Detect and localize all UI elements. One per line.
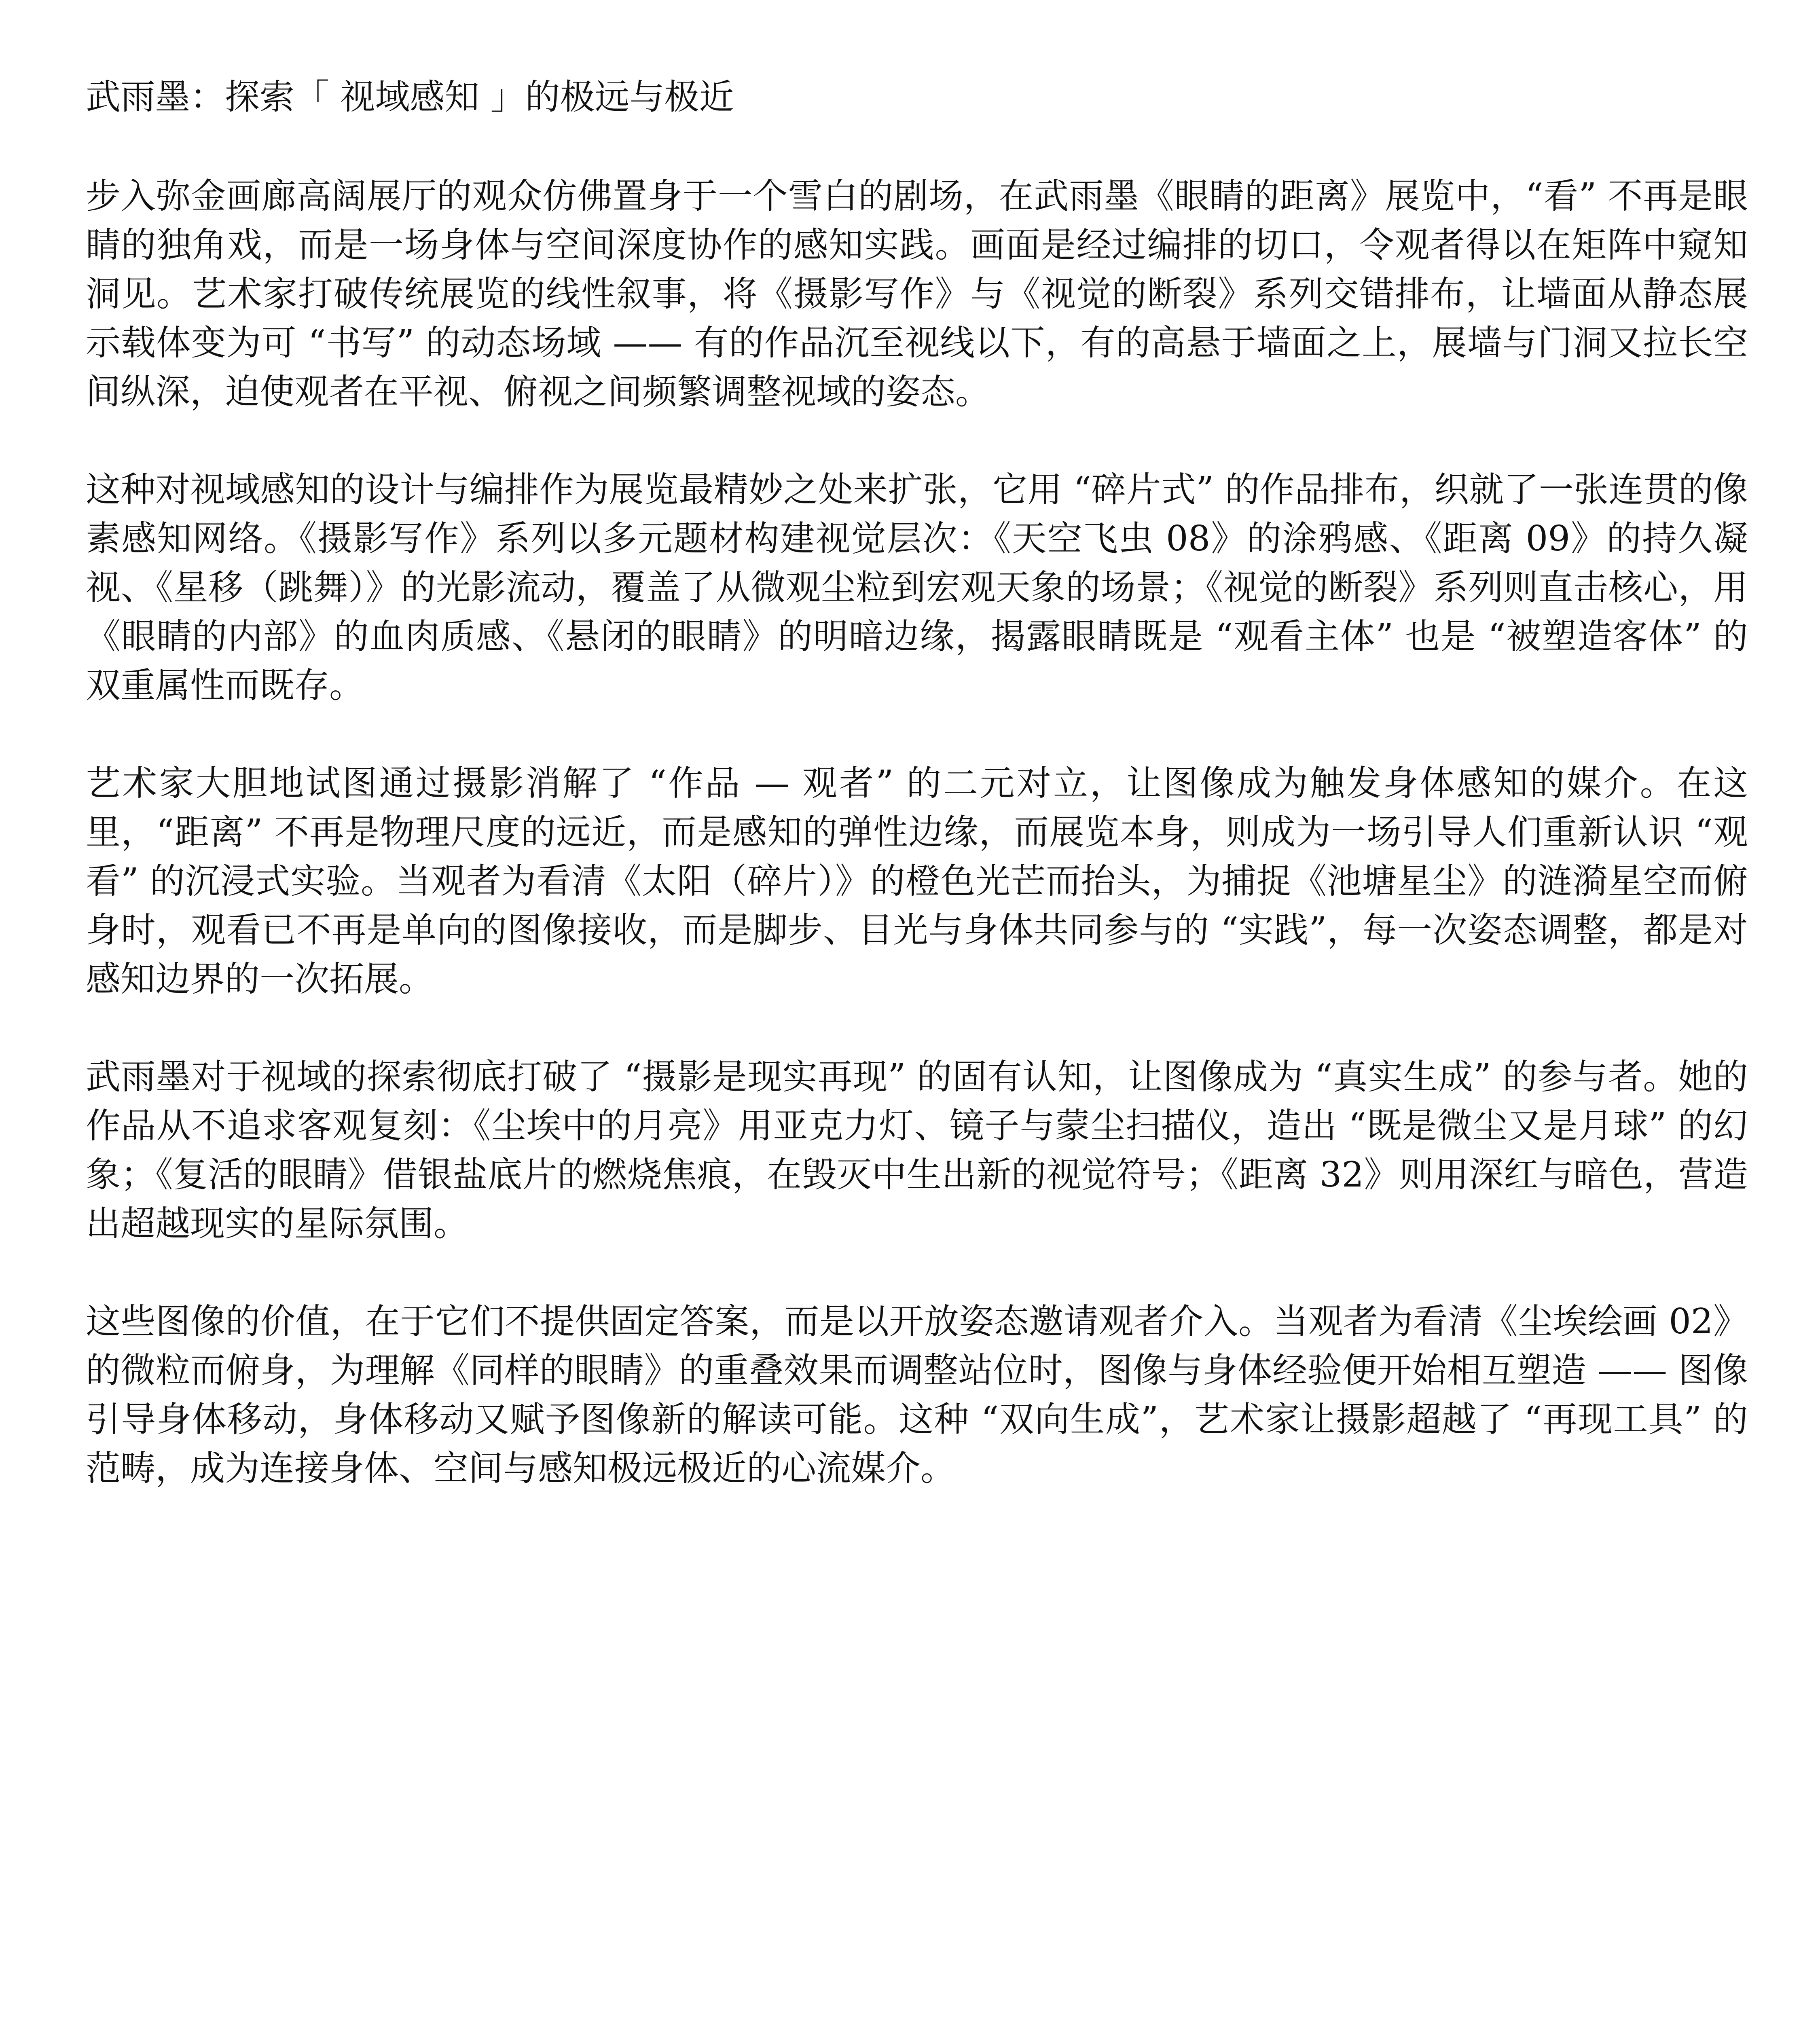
document-page xyxy=(86,73,1748,1493)
document-title: 武雨墨：探索「 视域感知 」的极远与极近 xyxy=(86,77,734,117)
paragraph-5: 这些图像的价值，在于它们不提供固定答案，而是以开放姿态邀请观者介入。当观者为看清《尘埃绘画 02》的微粒而俯身，为理解《同样的眼睛》的重叠效果而调整站位时，图像与身体经验便开始相互塑造 —— 图像引导身体移动，身体移动又赋予图像新的解读可能。这种 “双向生成”，艺术家让摄影超越了 “再现工具” 的范畴，成为连接身体、空间与感知极远极近的心流媒介。 xyxy=(86,1301,1748,1489)
paragraph-1: 步入弥金画廊高阔展厅的观众仿佛置身于一个雪白的剧场，在武雨墨《眼睛的距离》展览中，“看” 不再是眼睛的独角戏，而是一场身体与空间深度协作的感知实践。画面是经过编排的切口，令观者得以在矩阵中窥知洞见。艺术家打破传统展览的线性叙事，将《摄影写作》与《视觉的断裂》系列交错排布，让墙面从静态展示载体变为可 “书写” 的动态场域 —— 有的作品沉至视线以下，有的高悬于墙面之上，展墙与门洞又拉长空间纵深，迫使观者在平视、俯视之间频繁调整视域的姿态。 xyxy=(86,176,1748,412)
paragraph-3: 艺术家大胆地试图通过摄影消解了 “作品 — 观者” 的二元对立，让图像成为触发身体感知的媒介。在这里，“距离” 不再是物理尺度的远近，而是感知的弹性边缘，而展览本身，则成为一场引导人们重新认识 “观看” 的沉浸式实验。当观者为看清《太阳（碎片）》的橙色光芒而抬头，为捕捉《池塘星尘》的涟漪星空而俯身时，观看已不再是单向的图像接收，而是脚步、目光与身体共同参与的 “实践”，每一次姿态调整，都是对感知边界的一次拓展。 xyxy=(86,763,1748,999)
paragraph-4: 武雨墨对于视域的探索彻底打破了 “摄影是现实再现” 的固有认知，让图像成为 “真实生成” 的参与者。她的作品从不追求客观复刻：《尘埃中的月亮》用亚克力灯、镜子与蒙尘扫描仪，造出 “既是微尘又是月球” 的幻象；《复活的眼睛》借银盐底片的燃烧焦痕，在毁灭中生出新的视觉符号；《距离 32》则用深红与暗色，营造出超越现实的星际氛围。 xyxy=(86,1057,1748,1244)
paragraph-2: 这种对视域感知的设计与编排作为展览最精妙之处来扩张，它用 “碎片式” 的作品排布，织就了一张连贯的像素感知网络。《摄影写作》系列以多元题材构建视觉层次：《天空飞虫 08》的涂鸦感、《距离 09》的持久凝视、《星移（跳舞）》的光影流动，覆盖了从微观尘粒到宏观天象的场景；《视觉的断裂》系列则直击核心，用《眼睛的内部》的血肉质感、《悬闭的眼睛》的明暗边缘，揭露眼睛既是 “观看主体” 也是 “被塑造客体” 的双重属性而既存。 xyxy=(86,470,1748,706)
